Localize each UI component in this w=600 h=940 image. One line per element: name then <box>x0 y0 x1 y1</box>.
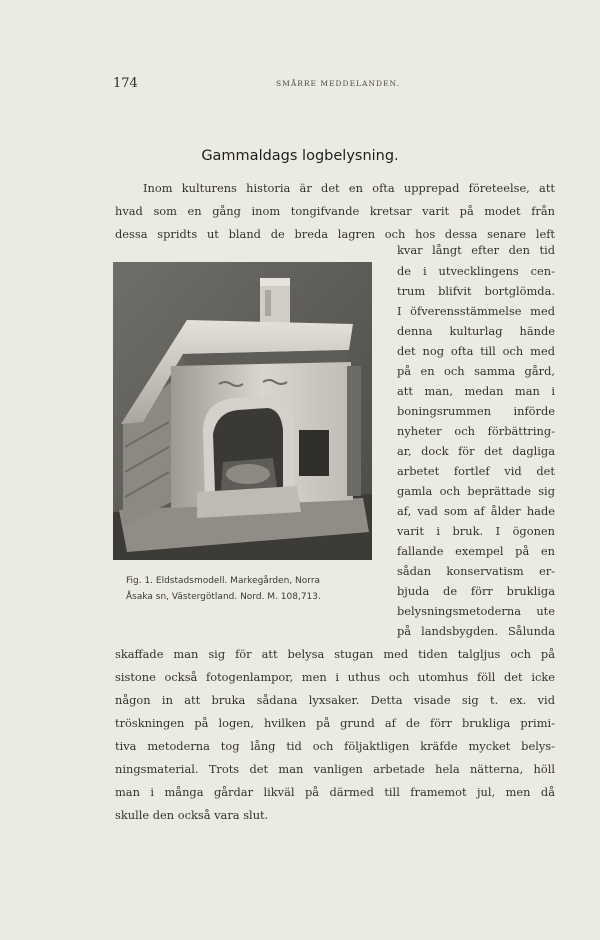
text-line: af, vad som af ålder hade <box>397 504 555 518</box>
text-line: belysningsmetoderna ute <box>397 604 555 618</box>
text-line: på landsbygden. Sålunda <box>397 624 555 638</box>
fireplace-model-photo <box>113 262 372 560</box>
text-line: Inom kulturens historia är det en ofta upprepad företeelse, att <box>143 181 555 195</box>
article-title: Gammaldags logbelysning. <box>201 148 399 164</box>
text-line: gamla och beprättade sig <box>397 484 555 498</box>
text-line: arbetet fortlef vid det <box>397 464 555 478</box>
text-line: de i utvecklingens cen- <box>397 264 555 278</box>
text-line: I öfverensstämmelse med <box>397 304 555 318</box>
text-line: varit i bruk. I ögonen <box>397 524 555 538</box>
figure-caption-line: Åsaka sn, Västergötland. Nord. M. 108,713. <box>126 592 321 602</box>
text-line: dessa spridts ut bland de breda lagren och hos dessa senare left <box>115 227 555 241</box>
running-title: SMÅRRE MEDDELANDEN. <box>276 79 400 88</box>
text-line: tiva metoderna tog lång tid och följaktligen kräfde mycket belys- <box>115 739 555 753</box>
text-line: att man, medan man i <box>397 384 555 398</box>
text-line: boningsrummen införde <box>397 404 555 418</box>
text-line: ar, dock för det dagliga <box>397 444 555 458</box>
text-line: fallande exempel på en <box>397 544 555 558</box>
text-line: sistone också fotogenlampor, men i uthus och utomhus föll det icke <box>115 670 555 684</box>
text-line: trum blifvit bortglömda. <box>397 284 555 298</box>
text-line: det nog ofta till och med <box>397 344 555 358</box>
text-line: bjuda de förr brukliga <box>397 584 555 598</box>
figure-caption-line: Fig. 1. Eldstadsmodell. Markegården, Norra <box>126 576 321 586</box>
text-line: tröskningen på logen, hvilken på grund af de förr brukliga primi- <box>115 716 555 730</box>
text-line: kvar långt efter den tid <box>397 243 555 257</box>
text-line: någon in att bruka sådana lyxsaker. Detta visade sig t. ex. vid <box>115 693 555 707</box>
text-line: nyheter och förbättring- <box>397 424 555 438</box>
text-line: sådan konservatism er- <box>397 564 555 578</box>
text-line: denna kulturlag hände <box>397 324 555 338</box>
text-line: ningsmaterial. Trots det man vanligen arbetade hela nätterna, höll <box>115 762 555 776</box>
text-line: på en och samma gård, <box>397 364 555 378</box>
text-line: man i många gårdar likväl på därmed till framemot jul, men då <box>115 785 555 799</box>
text-line: hvad som en gång inom tongifvande kretsar varit på modet från <box>115 204 555 218</box>
text-line: skaffade man sig för att belysa stugan med tiden talgljus och på <box>115 647 555 661</box>
text-line: skulle den också vara slut. <box>115 808 269 822</box>
page-number: 174 <box>113 76 138 91</box>
